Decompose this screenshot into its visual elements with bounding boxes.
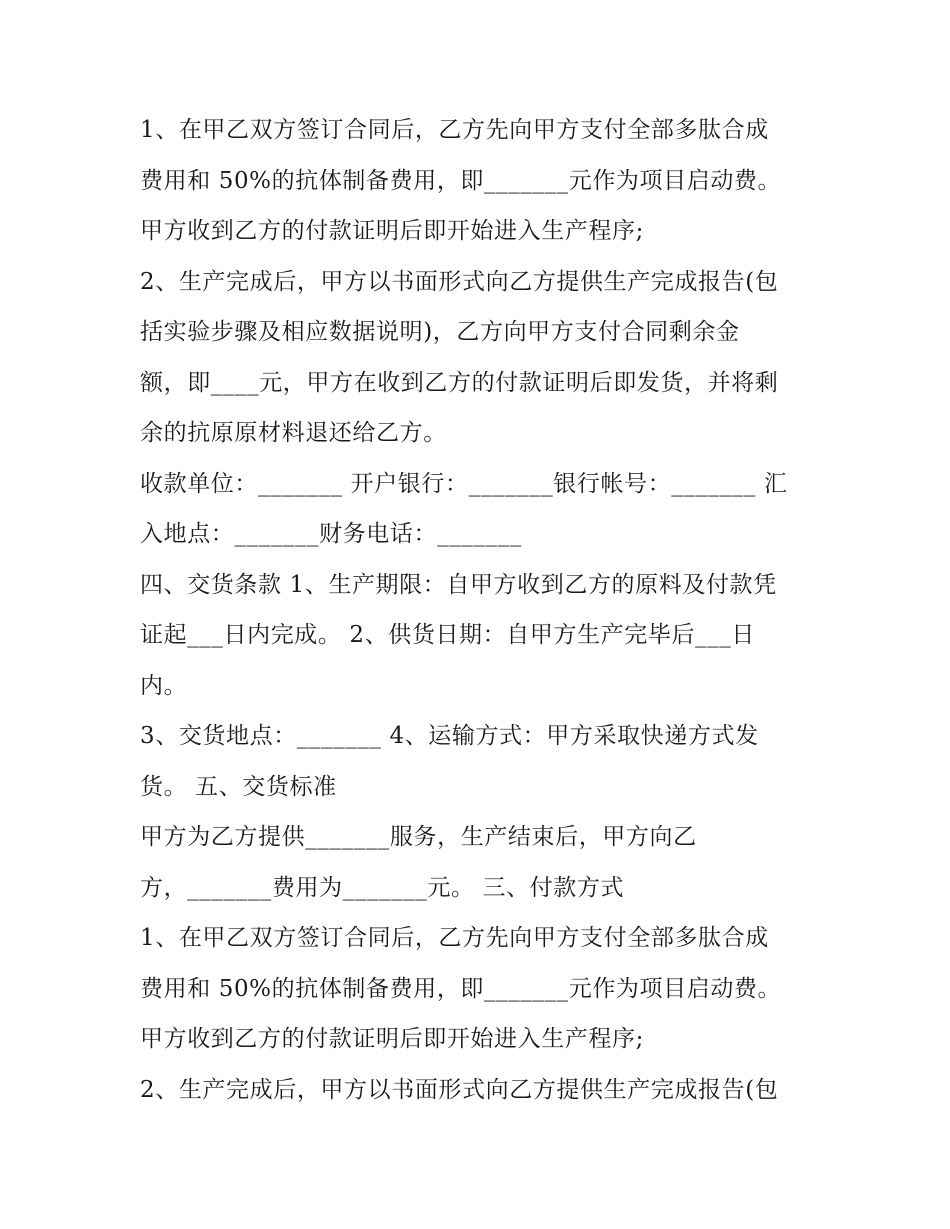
text-line: 2、生产完成后，甲方以书面形式向乙方提供生产完成报告(包 xyxy=(140,1076,779,1103)
text-line: 收款单位：_______ 开户银行：_______银行帐号：_______ 汇 xyxy=(140,470,788,497)
text-line: 费用和 50%的抗体制备费用，即_______元作为项目启动费。 xyxy=(140,167,782,194)
text-line: 入地点：_______财务电话：_______ xyxy=(140,521,522,547)
text-line: 1、在甲乙双方签订合同后，乙方先向甲方支付全部多肽合成 xyxy=(140,925,769,951)
text-line: 1、在甲乙双方签订合同后，乙方先向甲方支付全部多肽合成 xyxy=(140,117,769,143)
text-line: 方，_______费用为_______元。 三、付款方式 xyxy=(140,874,625,901)
text-line: 3、交货地点：_______ 4、运输方式：甲方采取快递方式发 xyxy=(140,723,759,749)
text-line: 括实验步骤及相应数据说明)，乙方向甲方支付合同剩余金 xyxy=(140,319,740,345)
text-line: 甲方收到乙方的付款证明后即开始进入生产程序; xyxy=(140,1026,644,1052)
text-line: 余的抗原原材料退还给乙方。 xyxy=(140,420,447,446)
text-line: 甲方收到乙方的付款证明后即开始进入生产程序; xyxy=(140,218,644,244)
document-body xyxy=(140,105,820,1115)
text-line: 甲方为乙方提供_______服务，生产结束后，甲方向乙 xyxy=(140,824,697,850)
text-line: 费用和 50%的抗体制备费用，即_______元作为项目启动费。 xyxy=(140,975,782,1002)
text-line: 货。 五、交货标准 xyxy=(140,773,337,800)
text-line: 额，即____元，甲方在收到乙方的付款证明后即发货，并将剩 xyxy=(140,369,779,396)
text-line: 四、交货条款 1、生产期限：自甲方收到乙方的原料及付款凭 xyxy=(140,571,777,598)
text-line: 证起___日内完成。 2、供货日期：自甲方生产完毕后___日 xyxy=(140,622,755,648)
text-line: 内。 xyxy=(140,672,188,699)
text-line: 2、生产完成后，甲方以书面形式向乙方提供生产完成报告(包 xyxy=(140,268,779,295)
